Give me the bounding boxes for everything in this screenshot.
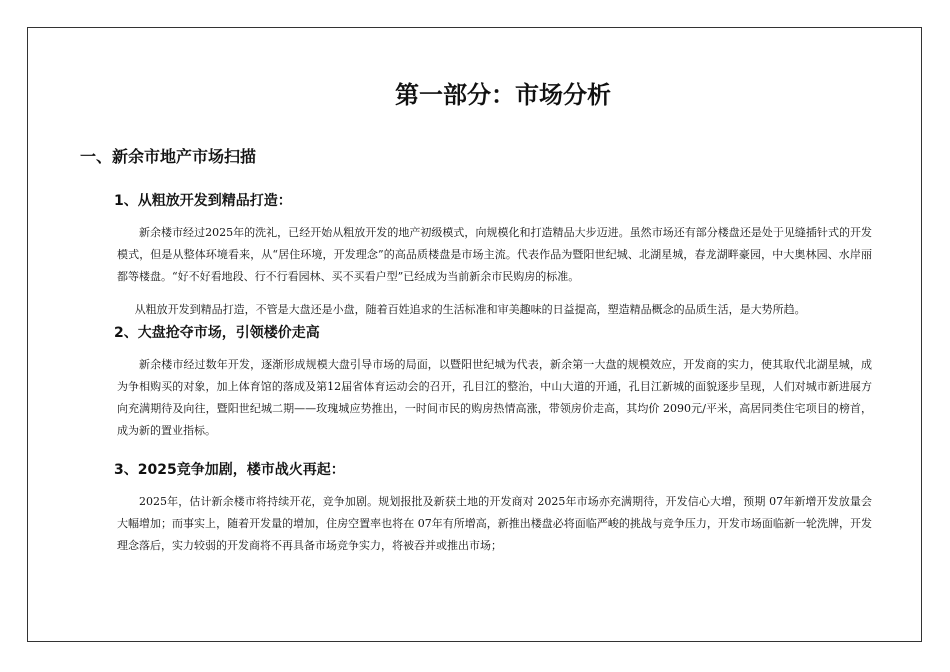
paragraph-1-1: 新余楼市经过2025年的洗礼，已经开始从粗放开发的地产初级模式，向规模化和打造精品大步迈进。虽然市场还有部分楼盘还是处于见缝插针式的开发模式，但是从整体环境看来，从“居住环境，开发理念”的高品质楼盘是市场主流。代表作品为暨阳世纪城、北湖星城，春龙湖畔豪园，中大奥林园、水岸丽都等楼盘。“好不好看地段、行不行看园林、买不买看户型”已经成为当前新余市民购房的标准。 <box>117 226 872 283</box>
page-title: 第一部分：市场分析 <box>395 81 611 109</box>
paragraph-3: 2025年，估计新余楼市将持续开花，竞争加剧。规划报批及新获土地的开发商对 2025年市场亦充满期待，开发信心大增，预期 07年新增开发放量会大幅增加；而事实上，随着开发量的增加，住房空置率也将在 07年有所增高，新推出楼盘必将面临严峻的挑战与竞争压力，开发市场面临新一轮洗牌，开发理念落后，实力较弱的开发商将不再具备市场竞争实力，将被吞并或推出市场； <box>117 495 872 552</box>
paragraph-2: 新余楼市经过数年开发，逐渐形成规模大盘引导市场的局面，以暨阳世纪城为代表，新余第一大盘的规模效应，开发商的实力，使其取代北湖星城，成为争相购买的对象，加上体育馆的落成及第12届省体育运动会的召开，孔目江的整治，中山大道的开通，孔目江新城的面貌逐步呈现，人们对城市新进展方向充满期待及向往，暨阳世纪城二期——玫瑰城应势推出，一时间市民的购房热情高涨，带领房价走高，其均价 2090元/平米，高居同类住宅项目的榜首，成为新的置业指标。 <box>117 358 872 437</box>
subsection-heading-2: 2、大盘抢夺市场，引领楼价走高 <box>114 325 320 341</box>
section-heading-market-scan: 一、新余市地产市场扫描 <box>80 147 257 166</box>
subsection-heading-1: 1、从粗放开发到精品打造： <box>114 193 292 209</box>
paragraph-1-2: 从粗放开发到精品打造，不管是大盘还是小盘，随着百姓追求的生活标准和审美趣味的日益提高，塑造精品概念的品质生活，是大势所趋。 <box>134 303 806 316</box>
subsection-heading-3: 3、2025竞争加剧，楼市战火再起： <box>114 462 345 478</box>
